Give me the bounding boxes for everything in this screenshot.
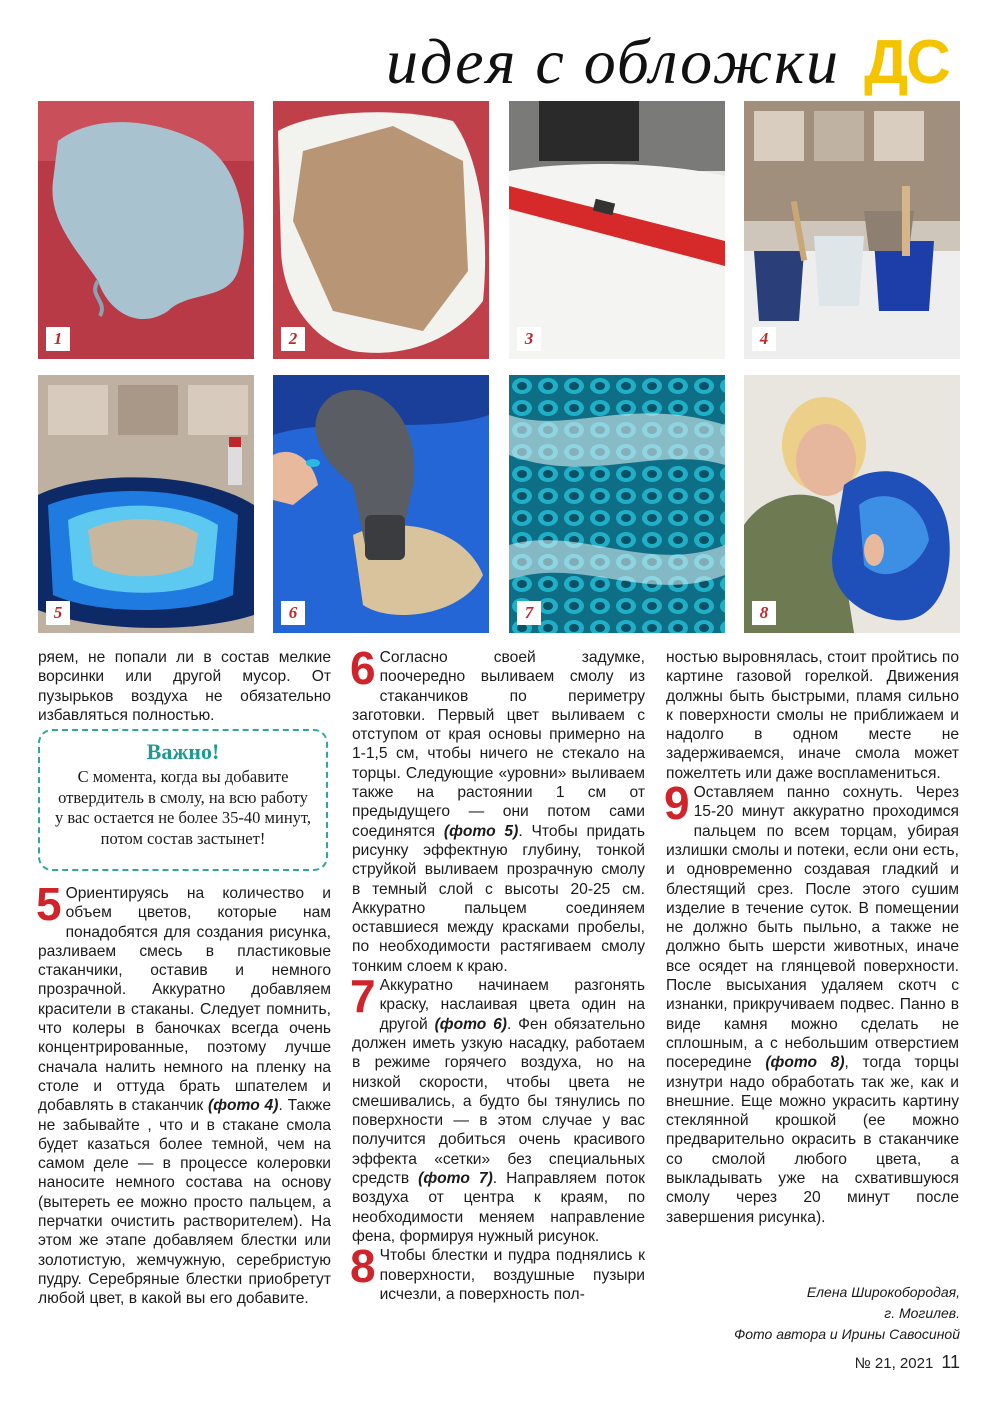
photo-8-image (744, 375, 960, 633)
section-title: идея с обложки (386, 26, 841, 97)
photo-2-image (273, 101, 489, 359)
photo-number: 4 (752, 327, 776, 351)
photo-4 (744, 101, 960, 359)
photo-6 (273, 375, 489, 633)
page-header (380, 22, 970, 100)
important-text: С момента, когда вы добавите отвердитель в смолу, на всю работу у вас остается не более 35-40 минут, потом состав застынет! (55, 767, 311, 848)
photo-ref: (фото 5) (443, 822, 519, 840)
issue-number: № 21, 2021 (854, 1355, 934, 1372)
step-text: Аккуратно начинаем разгонять краску, наслаивая цвета один на другой (379, 977, 645, 1033)
photo-3 (509, 101, 725, 359)
photo-4-image (744, 101, 960, 359)
photo-number: 3 (517, 327, 541, 351)
step-text: . Фен обязательно должен иметь узкую насадку, работаем в режиме горячего воздуха, но на низкой скорости, чтобы цвета не смешивались, а будто бы тянулись по поверхности — в этом случае у вас получится добиться очень красивого эффекта «сетки» без специальных средств (352, 1015, 645, 1188)
step-number: 9 (664, 777, 690, 830)
photo-5-image (38, 375, 254, 633)
step-5 (36, 878, 332, 1309)
paragraph-intro: ряем, не попали ли в состав мелкие ворсинки или другой мусор. От пузырьков воздуха не обязательно избавляться полностью. (38, 649, 331, 724)
step-number: 6 (350, 642, 376, 694)
step-text: . Чтобы придать рисунку эффектную глубину, тонкой струйкой выливаем прозрачную смолу в темный слой с высоты 20-25 см. Аккуратно пальцем соединяем оставшиеся между красками пробелы, по необходимости растягиваем смолу тонким слоем к краю. (352, 822, 645, 975)
photo-ref: (фото 8) (765, 1054, 845, 1072)
photo-1-image (38, 101, 254, 359)
photo-6-image (273, 375, 489, 633)
step-number: 8 (350, 1240, 376, 1293)
important-box (38, 729, 328, 871)
author-signature (680, 1282, 960, 1345)
step-number: 5 (36, 878, 62, 930)
step-text: Согласно своей задумке, поочередно выливаем смолу из стаканчиков по периметру заготовки. Первый цвет выливаем с отступом от края основы примерно на 1-1,5 см, чтобы ничего не стекало на торцы. Следующие «уровни» выливаем также на растоянии 1 см от предыдущего — они потом сами соединятся (352, 649, 645, 840)
photo-8 (744, 375, 960, 633)
page-number: 11 (941, 1352, 960, 1372)
photo-number: 5 (46, 601, 70, 625)
photo-5 (38, 375, 254, 633)
step-7 (350, 970, 645, 1246)
step-text: . Также не забывайте , что и в стакане смола будет казаться более темной, чем на самом деле — в процессе колеровки наносите немного состава на основу (вытереть ее можно просто пальцем, а перчатки очистить растворителем). На этом же этапе добавляем блестки или золотистую, жемчужную, серебристую пудру. Серебряные блестки приобретут любой цвет, в какой вы его добавите. (38, 1097, 332, 1308)
photo-2 (273, 101, 489, 359)
step-9 (664, 777, 959, 1227)
important-title: Важно! (146, 739, 220, 764)
photo-ref: (фото 4) (208, 1097, 279, 1115)
text-column-3 (666, 648, 959, 1227)
step-text: , тогда торцы изнутри надо обработать так же, как и внешние. Еще можно украсить картину стеклянной крошкой (ее можно предварительно окрасить в стаканчике со смолой любого цвета, а выкладывать уже на схватившуюся смолу через 20 минут после завершения рисунка). (666, 1054, 959, 1226)
photo-number: 6 (281, 601, 305, 625)
step-text: Чтобы блестки и пудра поднялись к поверхности, воздушные пузыри исчезли, а поверхность пол- (379, 1247, 645, 1303)
photo-7 (509, 375, 725, 633)
step-8 (350, 1240, 645, 1304)
photo-credit: Фото автора и Ирины Савосиной (734, 1326, 960, 1342)
step-6 (350, 642, 645, 976)
photo-number: 2 (281, 327, 305, 351)
photo-ref: (фото 7) (418, 1170, 493, 1188)
text-column-2 (350, 642, 645, 1304)
author-city: г. Могилев. (884, 1305, 960, 1321)
magazine-logo: ДС (864, 28, 949, 97)
photo-3-image (509, 101, 725, 359)
page-footer (780, 1352, 960, 1373)
photo-number: 8 (752, 601, 776, 625)
photo-ref: (фото 6) (434, 1015, 507, 1033)
step-text: Ориентируясь на количество и объем цветов, которые нам понадобятся для создания рисунка, разливаем смесь в пластиковые стаканчики, оставив и немного прозрачной. Аккуратно добавляем красители в стаканы. Следует помнить, что колеры в баночках всегда очень концентрированные, поэтому лучше сначала налить немного на пленку на столе и оттуда брать шпателем и добавлять в стаканчик (38, 885, 331, 1115)
photo-1 (38, 101, 254, 359)
photo-7-image (509, 375, 725, 633)
photo-number: 1 (46, 327, 70, 351)
step-text: . Направляем поток воздуха от центра к краям, по необходимости меняем направление фена, формируя нужный рисунок. (352, 1170, 645, 1245)
text-column-1-cont (36, 878, 332, 1309)
step-8-continued: ностью выровнялась, стоит пройтись по картине газовой горелкой. Движения должны быть быстрыми, пламя сильно к поверхности смолы не приближаем и надолго в одном месте не задерживаемся, иначе смола может пожелтеть или даже воспламениться. (666, 649, 959, 782)
photo-number: 7 (517, 601, 541, 625)
step-text: Оставляем панно сохнуть. Через 15-20 минут аккуратно проходимся пальцем по всем торцам, убирая излишки смолы и потеки, если они есть, и одновременно создавая гладкий и блестящий срез. После этого сушим изделие в течение суток. В помещении не должно быть пыльно, а также не должно быть шерсти животных, иначе все осядет на глянцевой поверхности. После высыхания удаляем скотч с изнанки, прикручиваем подвес. Панно в виде камня можно сделать не сплошным, а с небольшим отверстием посередине (666, 784, 959, 1072)
text-column-1 (38, 648, 331, 725)
step-number: 7 (350, 970, 376, 1023)
author-name: Елена Широкобородая, (806, 1284, 960, 1300)
